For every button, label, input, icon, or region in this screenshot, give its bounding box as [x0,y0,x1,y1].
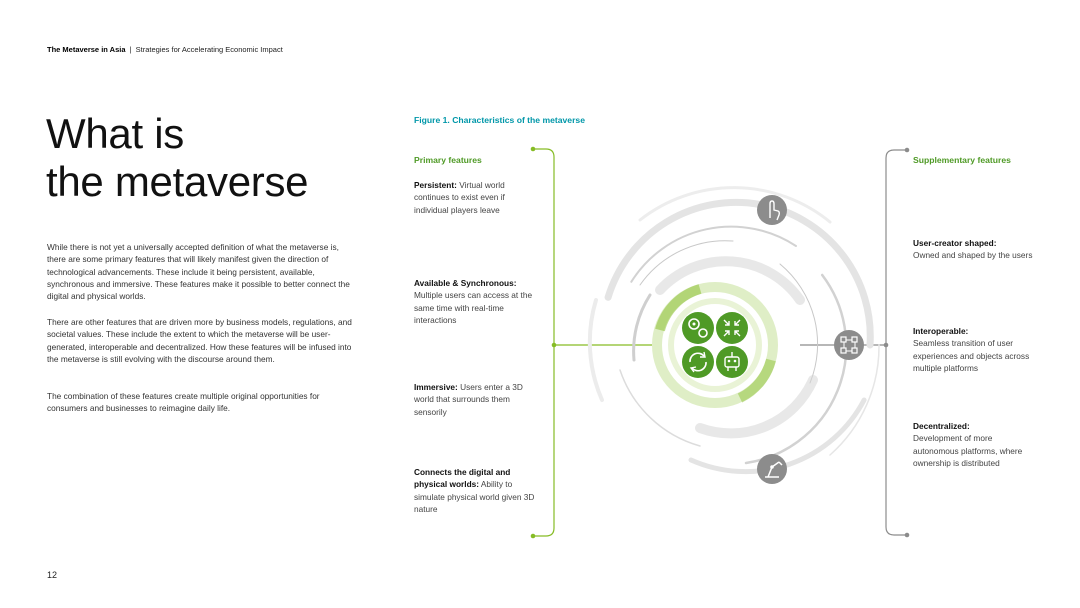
page-title-line-1: What is [46,110,184,157]
feature-connects-worlds [414,466,536,515]
report-title: The Metaverse in Asia [47,45,126,54]
supplementary-features-heading: Supplementary features [913,155,1011,165]
page-number: 12 [47,570,58,580]
feature-desc: Users enter a 3D world that surrounds them sensorily [414,382,523,417]
feature-desc: Seamless transition of user experiences and objects across multiple platforms [913,338,1030,373]
network-nodes-icon [834,330,864,360]
feature-name: Connects the digital and physical worlds: [414,467,511,490]
feature-desc: Virtual world continues to exist even if individual players leave [414,180,505,215]
feature-name: User-creator shaped: [913,238,997,248]
feature-user-creator-shaped [913,237,1035,262]
feature-desc: Development of more autonomous platforms, where ownership is distributed [913,433,1023,468]
header-separator: | [129,45,132,54]
robot-icon [716,346,748,378]
feature-decentralized [913,420,1035,469]
feature-immersive [414,381,536,418]
feature-available-synchronous [414,277,536,326]
gears-icon [682,312,714,344]
feature-interoperable [913,325,1035,374]
feature-name: Interoperable: [913,326,969,336]
feature-name: Available & Synchronous: [414,278,517,288]
arrows-inward-icon [716,312,748,344]
body-paragraph-1: While there is not yet a universally accepted definition of what the metaverse is, there are some primary features that will likely manifest given the direction of technological advancements. These include it being persistent, available, synchronous and immersive. These features make it possible to better connect the digital and physical worlds. [47,242,350,302]
body-paragraph-2: There are other features that are driven more by business models, regulations, and societal values. These include the extent to which the metaverse will be user-generated, interoperable and decentralized. How these features will be infused into the metaverse is still evolving with the discourse around them. [47,317,352,364]
feature-name: Decentralized: [913,421,970,431]
feature-persistent [414,179,536,216]
feature-name: Immersive: [414,382,458,392]
page-title-line-2: the metaverse [46,158,309,205]
figure-title: Figure 1. Characteristics of the metaverse [414,115,585,125]
robotic-arm-icon [757,454,787,484]
primary-features-heading: Primary features [414,155,482,165]
feature-name: Persistent: [414,180,457,190]
touch-hand-icon [757,195,787,225]
feature-desc: Multiple users can access at the same time with real-time interactions [414,290,533,325]
body-paragraph-3: The combination of these features create multiple original opportunities for consumers and businesses to reimagine daily life. [47,391,320,414]
green-rings [657,287,773,403]
feature-desc: Ability to simulate physical world given 3D nature [414,479,535,514]
report-subtitle: Strategies for Accelerating Economic Impact [135,45,283,54]
feature-desc: Owned and shaped by the users [913,250,1033,261]
sync-icon [682,346,714,378]
